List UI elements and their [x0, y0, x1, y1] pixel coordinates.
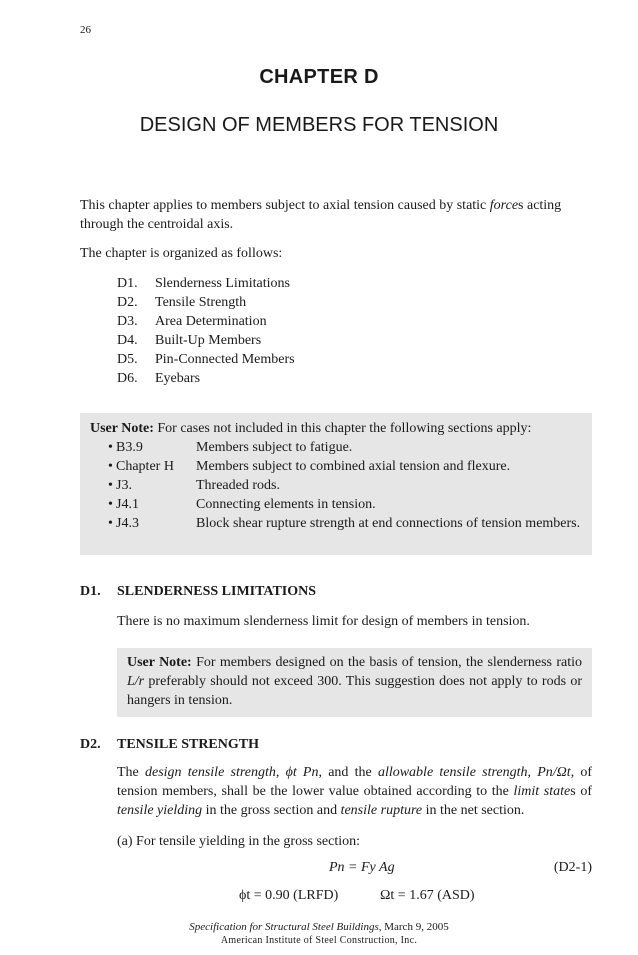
- section-code: D5.: [117, 352, 138, 367]
- text-run: , and the: [318, 765, 378, 780]
- bullet-icon: •: [108, 440, 113, 455]
- term-tensile-rupture: tensile rupture: [340, 803, 423, 818]
- term-design-tensile-strength: design tensile strength: [144, 765, 276, 780]
- section-list-item: [117, 350, 295, 369]
- text-run: The: [117, 765, 145, 780]
- chapter-title: DESIGN OF MEMBERS FOR TENSION: [139, 114, 499, 136]
- section-list-item: [117, 369, 295, 388]
- user-note-label: User Note:: [127, 655, 192, 670]
- user-note-label: User Note:: [90, 421, 154, 436]
- user-note-box: [80, 413, 592, 555]
- section-title: Pin-Connected Members: [155, 352, 295, 367]
- section-title: Area Determination: [155, 314, 267, 329]
- note-ref: J4.3: [116, 516, 139, 531]
- symbol-phi-pn: ϕt Pn: [285, 765, 319, 780]
- note-desc: Members subject to fatigue.: [196, 440, 353, 455]
- note-desc: Threaded rods.: [196, 478, 280, 493]
- d1-text: There is no maximum slenderness limit for design of members in tension.: [117, 614, 530, 629]
- equation-number: (D2-1): [553, 860, 592, 875]
- section-list-item: [117, 331, 295, 350]
- footer-date: March 9, 2005: [381, 921, 449, 933]
- section-title: Tensile Strength: [155, 295, 247, 310]
- section-list-item: [117, 274, 295, 293]
- intro-text-before: This chapter applies to members subject to axial tension caused by static: [80, 198, 490, 213]
- text-run: ,: [527, 765, 538, 780]
- page-number: 26: [80, 24, 91, 36]
- intro-term-force: force: [489, 198, 519, 213]
- section-code: D4.: [117, 333, 138, 348]
- symbol-pn-omega: Pn/Ωt: [537, 765, 571, 780]
- slenderness-ratio: L/r: [127, 674, 145, 689]
- user-note-text: For cases not included in this chapter the following sections apply:: [157, 421, 532, 436]
- organized-text: The chapter is organized as follows:: [80, 246, 283, 261]
- user-note-text-1: For members designed on the basis of tension, the slenderness ratio: [196, 655, 582, 670]
- text-run: s of: [570, 784, 592, 799]
- d2-paragraph: [117, 763, 592, 820]
- user-note-item: [90, 438, 582, 457]
- section-list: [117, 274, 295, 388]
- term-tensile-yielding: tensile yielding: [117, 803, 203, 818]
- asd-factor: Ωt = 1.67 (ASD): [380, 888, 475, 903]
- user-note-text-2: preferably should not exceed 300. This suggestion does not apply to rods or hangers in tension.: [127, 674, 582, 708]
- chapter-label: CHAPTER D: [259, 66, 379, 88]
- lrfd-factor: ϕt = 0.90 (LRFD): [239, 888, 339, 903]
- section-number: D2.: [80, 737, 101, 752]
- note-desc: Connecting elements in tension.: [196, 497, 376, 512]
- user-note-item: [90, 514, 582, 533]
- text-run: in the net section.: [422, 803, 525, 818]
- equation-text: Pn = Fy Ag: [329, 860, 395, 875]
- section-heading-d2: [80, 737, 259, 753]
- user-note-item: [90, 476, 582, 495]
- intro-paragraph: [80, 196, 592, 234]
- bullet-icon: •: [108, 516, 113, 531]
- equation-d2-1: [329, 860, 395, 876]
- section-code: D3.: [117, 314, 138, 329]
- term-allowable-tensile-strength: allowable tensile strength: [377, 765, 528, 780]
- section-title: Built-Up Members: [155, 333, 262, 348]
- text-run: ,: [275, 765, 286, 780]
- note-ref: J4.1: [116, 497, 139, 512]
- footer-spec-title: Specification for Structural Steel Buildings,: [189, 921, 382, 933]
- section-title: Slenderness Limitations: [155, 276, 290, 291]
- section-code: D2.: [117, 295, 138, 310]
- user-note-item: [90, 457, 582, 476]
- bullet-icon: •: [108, 459, 113, 474]
- footer: [0, 920, 638, 948]
- section-code: D6.: [117, 371, 138, 386]
- section-heading-text: SLENDERNESS LIMITATIONS: [117, 584, 317, 599]
- note-ref: J3.: [116, 478, 132, 493]
- bullet-icon: •: [108, 478, 113, 493]
- note-desc: Members subject to combined axial tension and flexure.: [196, 459, 511, 474]
- section-title: Eyebars: [155, 371, 201, 386]
- section-number: D1.: [80, 584, 101, 599]
- section-heading-text: TENSILE STRENGTH: [117, 737, 259, 752]
- note-ref: B3.9: [116, 440, 143, 455]
- user-note-intro: [90, 419, 582, 438]
- case-a-text: (a) For tensile yielding in the gross section:: [117, 834, 361, 849]
- intro-text-after: s acting through the centroidal axis.: [80, 198, 562, 232]
- text-run: in the gross section and: [202, 803, 341, 818]
- note-desc: Block shear rupture strength at end connections of tension members.: [196, 516, 581, 531]
- section-list-item: [117, 293, 295, 312]
- user-note-item: [90, 495, 582, 514]
- bullet-icon: •: [108, 497, 113, 512]
- user-note-box-2: [117, 648, 592, 717]
- term-limit-state: limit state: [513, 784, 571, 799]
- text-run: , of tension members, shall be the lower value obtained according to the: [117, 765, 593, 799]
- section-list-item: [117, 312, 295, 331]
- section-heading-d1: [80, 584, 316, 600]
- note-ref: Chapter H: [116, 459, 174, 474]
- section-code: D1.: [117, 276, 138, 291]
- footer-org: American Institute of Steel Construction, Inc.: [220, 935, 418, 946]
